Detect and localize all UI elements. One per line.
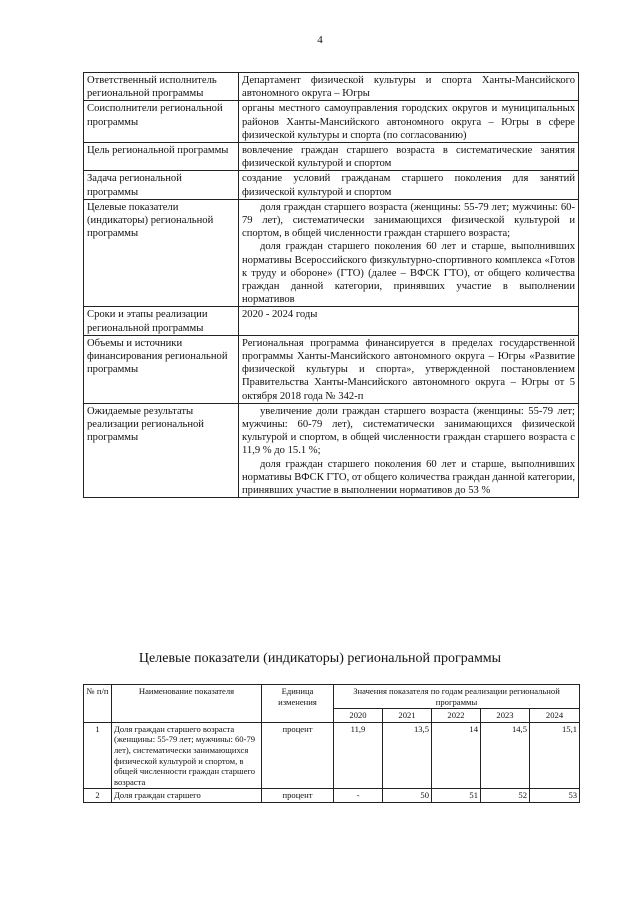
passport-value-paragraph: доля граждан старшего поколения 60 лет и старше, выполнивших нормативы Всероссийского физкультурно-спортивного комплекса «Готов к труду и обороне» (ГТО) (далее – ВФСК ГТО), от общего количества граждан данной категории, принявших участие в выполнении нормативов [242,241,575,306]
row-value: 14 [432,722,481,789]
table-row [84,789,580,803]
passport-value-paragraph: создание условий гражданам старшего поколения для занятий физической культурой и спортом [242,173,575,198]
passport-label: Ответственный исполнитель региональной программы [84,73,239,101]
row-num: 1 [84,722,112,789]
passport-value-paragraph: 2020 - 2024 годы [242,309,318,321]
passport-value [239,199,579,307]
header-unit: Единица изменения [262,685,334,723]
passport-value-paragraph: органы местного самоуправления городских округов и муниципальных районов Ханты-Мансийского автономного округа – Югры в сфере физической культуры и спорта (по согласованию) [242,103,575,141]
row-unit: процент [262,789,334,803]
passport-value [239,143,579,171]
page-number: 4 [317,34,323,46]
header-year: 2024 [530,709,580,723]
row-value: 50 [383,789,432,803]
header-name: Наименование показателя [112,685,262,723]
passport-value-paragraph: доля граждан старшего поколения 60 лет и старше, выполнивших нормативы ВФСК ГТО, от общего количества граждан данной категории, принявших участие в выполнении нормативов до 53 % [242,458,575,497]
header-values-group: Значения показателя по годам реализации региональной программы [334,685,580,709]
header-year: 2021 [383,709,432,723]
passport-row-results [84,403,579,497]
passport-row-indicators [84,199,579,307]
passport-row-co-executors [84,101,579,143]
passport-value [239,101,579,143]
passport-value [239,307,579,335]
passport-label: Ожидаемые результаты реализации региональной программы [84,403,239,497]
row-value: 14,5 [481,722,530,789]
passport-row-task [84,171,579,199]
row-value: 51 [432,789,481,803]
passport-label: Цель региональной программы [84,143,239,171]
row-name: Доля граждан старшего [112,789,262,803]
passport-label: Сроки и этапы реализации региональной программы [84,307,239,335]
passport-value [239,403,579,497]
row-value: 53 [530,789,580,803]
passport-label: Соисполнители региональной программы [84,101,239,143]
section-title: Целевые показатели (индикаторы) региональной программы [138,651,502,666]
passport-value [239,335,579,403]
row-num: 2 [84,789,112,803]
row-value: 11,9 [334,722,383,789]
indicators-header-row [84,685,580,709]
passport-value-paragraph: увеличение доли граждан старшего возраста (женщины: 55-79 лет; мужчины: 60-79 лет), систематически занимающихся физической культурой и спортом, в общей численности граждан старшего возраста с 11,9 % до 15.1 %; [242,405,575,457]
header-year: 2020 [334,709,383,723]
passport-value-paragraph: доля граждан старшего возраста (женщины: 55-79 лет; мужчины: 60-79 лет), систематически занимающихся физической культурой и спортом, в общей численности граждан старшего возраста; [242,201,575,240]
passport-value [239,171,579,199]
passport-label: Задача региональной программы [84,171,239,199]
program-passport-table [83,72,579,498]
passport-row-financing [84,335,579,403]
row-value: - [334,789,383,803]
table-row [84,722,580,789]
header-year: 2022 [432,709,481,723]
passport-value [239,73,579,101]
header-num: № п/п [84,685,112,723]
header-year: 2023 [481,709,530,723]
passport-row-responsible [84,73,579,101]
row-unit: процент [262,722,334,789]
passport-value-paragraph: Департамент физической культуры и спорта Ханты-Мансийского автономного округа – Югры [242,75,575,100]
passport-label: Объемы и источники финансирования региональной программы [84,335,239,403]
passport-row-goal [84,143,579,171]
row-name: Доля граждан старшего возраста (женщины: 55-79 лет; мужчины: 60-79 лет), систематически занимающихся физической культурой и спортом, в общей численности граждан старшего возраста [112,722,262,789]
passport-label: Целевые показатели (индикаторы) региональной программы [84,199,239,307]
row-value: 13,5 [383,722,432,789]
row-value: 52 [481,789,530,803]
passport-row-terms [84,307,579,335]
indicators-table [83,684,580,803]
row-value: 15,1 [530,722,580,789]
passport-value-paragraph: вовлечение граждан старшего возраста в систематические занятия физической культурой и спортом [242,145,575,170]
passport-value-paragraph: Региональная программа финансируется в пределах государственной программы Ханты-Мансийского автономного округа – Югры «Развитие физической культуры и спорта», утвержденной постановлением Правительства Ханты-Мансийского автономного округа – Югры от 5 октября 2018 года № 342-п [242,337,575,402]
